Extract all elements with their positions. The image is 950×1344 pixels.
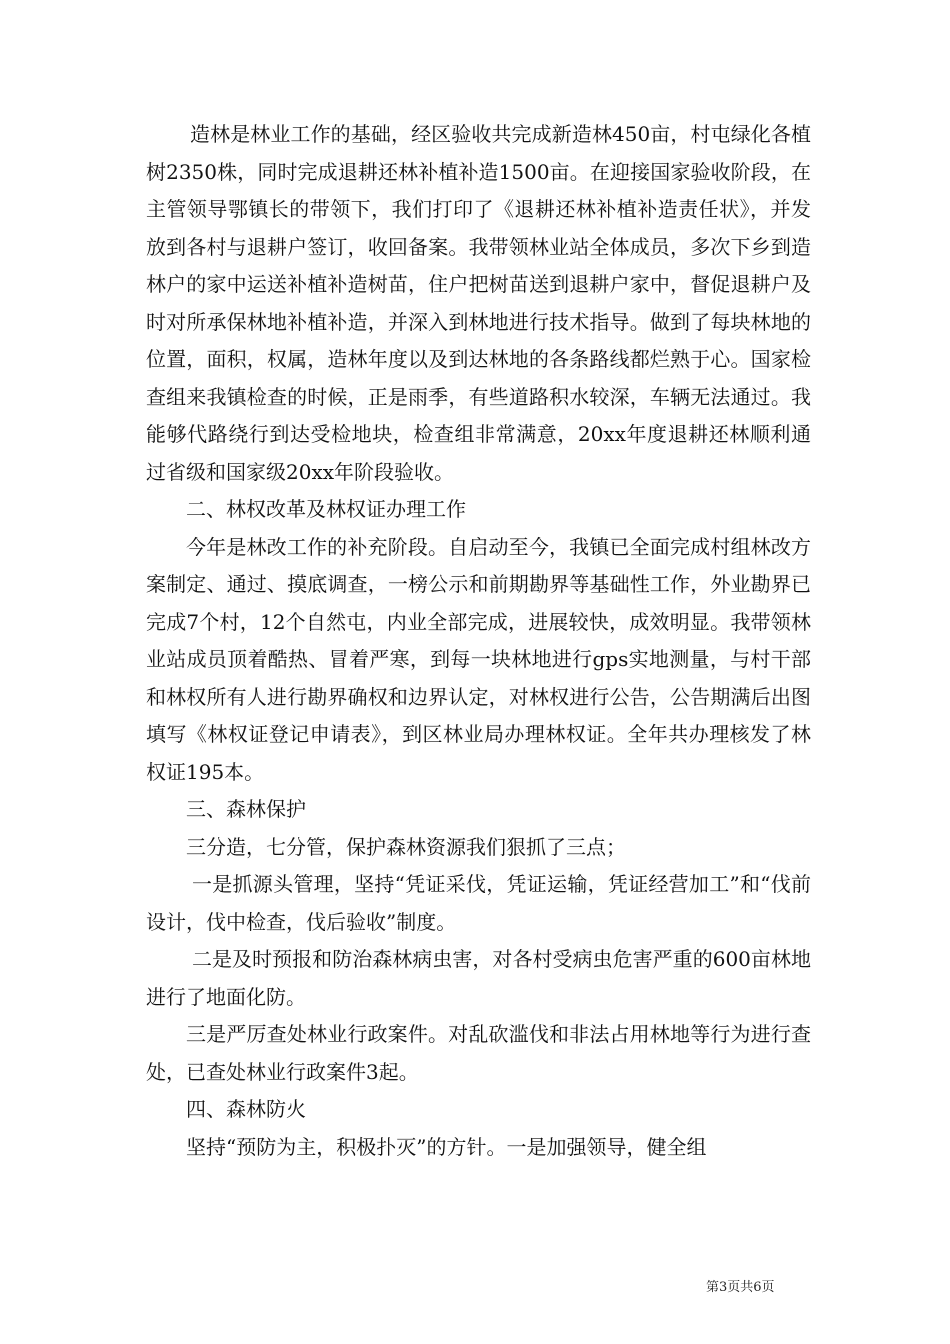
paragraph-fire-prevention: 坚持“预防为主，积极扑灭”的方针。一是加强领导，健全组 (186, 1134, 707, 1159)
heading-forest-protection: 三、森林保护 (186, 797, 306, 821)
paragraph-protection-intro: 三分造，七分管，保护森林资源我们狠抓了三点； (186, 834, 626, 859)
document-body (146, 116, 811, 1166)
paragraph-afforestation: 造林是林业工作的基础，经区验收共完成新造林450亩，村屯绿化各植树2350株，同时完成退耕还林补植补造1500亩。在迎接国家验收阶段，在主管领导鄂镇长的带领下，我们打印了《退耕还林补植补造责任状》，并发放到各村与退耕户签订，收回备案。我带领林业站全体成员，多次下乡到造林户的家中运送补植补造树苗，住户把树苗送到退耕户家中，督促退耕户及时对所承保林地补植补造，并深入到林地进行技术指导。做到了每块林地的位置，面积，权属，造林年度以及到达林地的各条路线都烂熟于心。国家检查组来我镇检查的时候，正是雨季，有些道路积水较深，车辆无法通过。我能够代路绕行到达受检地块，检查组非常满意，20xx年度退耕还林顺利通过省级和国家级20xx年阶段验收。 (146, 122, 811, 484)
paragraph-protection-point-1: 一是抓源头管理，坚持“凭证采伐，凭证运输，凭证经营加工”和“伐前设计，伐中检查，伐后验收”制度。 (146, 872, 811, 934)
paragraph-protection-point-2: 二是及时预报和防治森林病虫害，对各村受病虫危害严重的600亩林地进行了地面化防。 (146, 947, 811, 1009)
heading-forest-rights-reform: 二、林权改革及林权证办理工作 (186, 497, 466, 521)
paragraph-protection-point-3: 三是严厉查处林业行政案件。对乱砍滥伐和非法占用林地等行为进行查处，已查处林业行政案件3起。 (146, 1022, 811, 1084)
page-number: 第3页共6页 (706, 1280, 775, 1295)
heading-fire-prevention: 四、森林防火 (186, 1097, 306, 1121)
paragraph-forest-rights: 今年是林改工作的补充阶段。自启动至今，我镇已全面完成村组林改方案制定、通过、摸底调查，一榜公示和前期勘界等基础性工作，外业勘界已完成7个村，12个自然屯，内业全部完成，进展较快，成效明显。我带领林业站成员顶着酷热、冒着严寒，到每一块林地进行gps实地测量，与村干部和林权所有人进行勘界确权和边界认定，对林权进行公告，公告期满后出图填写《林权证登记申请表》，到区林业局办理林权证。全年共办理核发了林权证195本。 (146, 534, 811, 784)
